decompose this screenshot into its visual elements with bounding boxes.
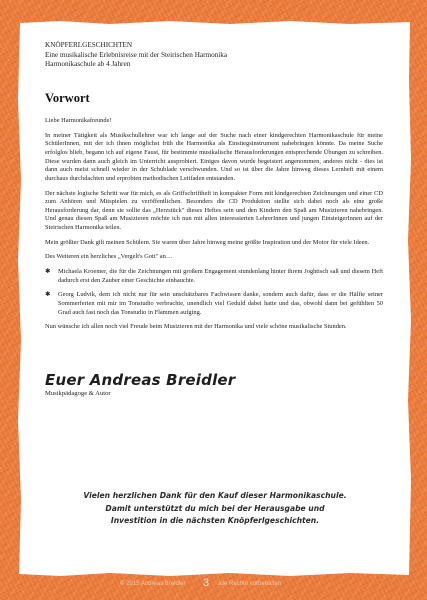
copyright: © 2015 Andreas Breidler [120,581,186,587]
paragraph: Des Weiteren ein herzliches „Vergelt's Gott" an… [45,253,173,261]
bullet-asterisk-icon: ✱ [45,268,51,276]
thanks-list [45,268,383,317]
thank-you-line: Damit unterstützt du mich bei der Herausgabe und [105,503,325,513]
signature: Euer Andreas Breidler [45,371,236,389]
paragraph: Der nächste logische Schritt war für mich, es als Griffschriftheft in kompakter Form mit kindgerechten Zeichnungen und einer CD zum Anhören und Mitspielen zu veröffentlichen. Besonders die CD Produktion stellte sich dabei noch als eine große Herausforderung dar, denn sie sollte das „Herzstück" dieses Heftes sein und den Kindern den Spaß am Musizieren nahebringen. Und genau diesen Spaß am Musizieren möchte ich nun mit allen interessierten LehrerInnen und jungen EinsteigerInnen auf der Steirischen Harmonika teilen. [45,189,383,231]
paragraph: Mein größter Dank gilt meinen Schülern. Sie waren über Jahre hinweg meine größte Inspiration und der Motor für viele Ideen. [45,238,370,246]
series-title: KNÖPFERLGESCHICHTEN [45,41,133,49]
foreword-body [45,117,383,338]
greeting: Liebe Harmonikafreunde! [45,117,112,124]
thank-you-note [60,490,370,528]
series-subtitle: Eine musikalische Erlebnisreise mit der Steirischen Harmonika [45,50,228,59]
paragraph: In meiner Tätigkeit als Musikschullehrer war ich lange auf der Suche nach einer kindgerechten Harmonikaschule für meine SchülerInnen, mit der ich ihnen möglichst früh die Harmonika als Einstiegsinstrument nahebringen könnte. Da meine Suche erfolglos blieb, begann ich auf eigene Faust, für bestimmte musikalische Herausforderungen entsprechende Übungen zu schreiben. Diese wurden dann auch gleich im Unterricht ausprobiert. Einiges davon wurde begeistert angenommen, anderes nicht - dies ist dann auch meist schnell wieder in der Schublade verschwunden. Und so ist über die Jahre hinweg dieses Lernheft mit einem durchaus durchdachten und erprobten methodischen Leitfaden entstanden. [45,131,383,182]
list-item-text: Georg Ludvik, dem ich nicht nur für sein unschätzbares Fachwissen danke, sondern auch dafür, dass er die Hälfte seiner Sommerferien mit mir im Tonstudio verbrachte, unendlich viel Geduld dabei hatte und das, obwohl dann bei gefühlten 50 Grad auch fast noch das Tonstudio in Flammen aufging. [58,291,383,316]
rights-notice: alle Rechte vorbehalten [218,581,282,587]
page-number: 3 [203,577,210,589]
thank-you-line: Investition in die nächsten Knöpferlgeschichten. [110,516,320,526]
list-item [45,268,383,285]
series-audience: Harmonikaschule ab 4 Jahren [45,60,131,68]
closing-paragraph: Nun wünsche ich allen noch viel Freude beim Musizieren mit der Harmonika und viele schöne musikalische Stunden. [45,323,347,331]
list-item-text: Michaela Kroemer, die für die Zeichnungen mit großem Engagement stundenlang hinter ihrem Joghtisch saß und diesem Heft dadurch erst den Zauber einer Geschichte einhauchte. [58,268,383,284]
bullet-asterisk-icon: ✱ [45,291,51,299]
page-title: Vorwort [45,91,90,105]
author-role: Musikpädagoge & Autor [45,390,111,397]
book-header [45,41,385,70]
thank-you-line: Vielen herzlichen Dank für den Kauf dieser Harmonikaschule. [83,491,347,500]
page-footer [0,578,427,592]
list-item [45,291,383,317]
